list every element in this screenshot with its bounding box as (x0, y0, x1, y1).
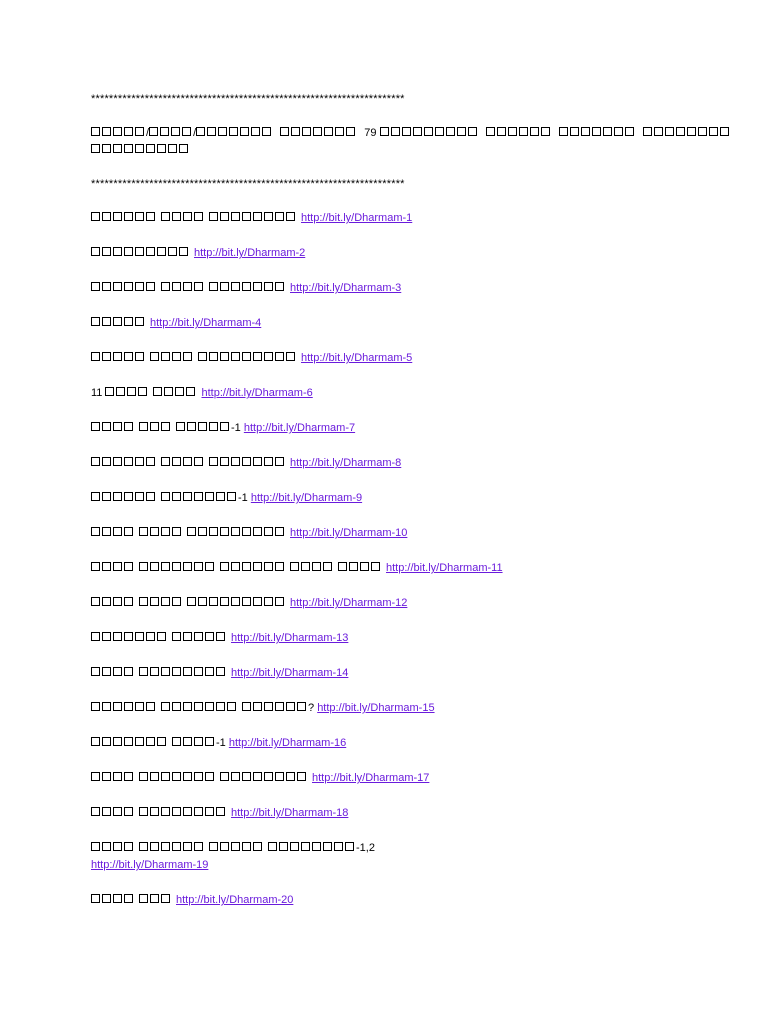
missing-glyph-word (290, 560, 334, 577)
missing-glyph-word (91, 892, 135, 909)
missing-glyph-word (559, 125, 636, 142)
missing-glyph-word (172, 630, 227, 647)
missing-glyph-word (91, 245, 190, 262)
missing-glyph-word (139, 665, 227, 682)
missing-glyph-word (220, 770, 308, 787)
missing-glyph-word (643, 125, 731, 142)
missing-glyph-word (187, 595, 286, 612)
missing-glyph-word (91, 350, 146, 367)
missing-glyph-word (209, 210, 297, 227)
dharmam-link[interactable]: http://bit.ly/Dharmam-16 (228, 737, 347, 749)
missing-glyph-word (139, 892, 172, 909)
missing-glyph-word (161, 490, 238, 507)
dharmam-link[interactable]: http://bit.ly/Dharmam-19 (91, 859, 209, 871)
missing-glyph-word (91, 770, 135, 787)
document-content (91, 91, 691, 927)
list-item (91, 595, 691, 612)
list-item (91, 805, 691, 822)
missing-glyph-word (161, 210, 205, 227)
missing-glyph-word (91, 630, 168, 647)
missing-glyph-word (198, 350, 297, 367)
missing-glyph-word (91, 525, 135, 542)
dharmam-link[interactable]: http://bit.ly/Dharmam-9 (250, 492, 363, 504)
item-suffix: -1 (231, 422, 241, 434)
missing-glyph-word (161, 700, 238, 717)
missing-glyph-word (139, 770, 216, 787)
list-item (91, 665, 691, 682)
list-item (91, 315, 691, 332)
list-item (91, 560, 691, 577)
missing-glyph-word (338, 560, 382, 577)
dharmam-link[interactable]: http://bit.ly/Dharmam-10 (290, 527, 408, 539)
list-item (91, 840, 691, 874)
missing-glyph-word (161, 455, 205, 472)
missing-glyph-word (380, 125, 479, 142)
dharmam-link[interactable]: http://bit.ly/Dharmam-13 (231, 632, 349, 644)
missing-glyph-word: / / (91, 125, 273, 142)
list-item (91, 420, 691, 437)
missing-glyph-word (91, 210, 157, 227)
item-suffix: -1 (216, 737, 226, 749)
dharmam-link[interactable]: http://bit.ly/Dharmam-4 (150, 317, 262, 329)
dharmam-link[interactable]: http://bit.ly/Dharmam-6 (201, 387, 313, 399)
missing-glyph-word (176, 420, 231, 437)
missing-glyph-word (161, 280, 205, 297)
missing-glyph-word (268, 840, 356, 857)
missing-glyph-word (139, 595, 183, 612)
dharmam-link[interactable]: http://bit.ly/Dharmam-8 (290, 457, 402, 469)
missing-glyph-word (139, 420, 172, 437)
missing-glyph-word (91, 840, 135, 857)
missing-glyph-word (209, 280, 286, 297)
missing-glyph-word (91, 455, 157, 472)
divider-stars-bottom: ********************************************************************** (91, 178, 405, 190)
list-item (91, 280, 691, 297)
dharmam-link[interactable]: http://bit.ly/Dharmam-3 (290, 282, 402, 294)
link-list (91, 210, 691, 909)
dharmam-link[interactable]: http://bit.ly/Dharmam-5 (301, 352, 413, 364)
missing-glyph-word (280, 125, 357, 142)
list-item (91, 385, 691, 402)
missing-glyph-word (139, 525, 183, 542)
list-item (91, 245, 691, 262)
missing-glyph-word (91, 142, 190, 159)
missing-glyph-word (209, 840, 264, 857)
list-item (91, 525, 691, 542)
item-suffix: -1,2 (356, 842, 375, 854)
missing-glyph-word (187, 525, 286, 542)
missing-glyph-word (91, 735, 168, 752)
missing-glyph-word (91, 700, 157, 717)
list-item (91, 210, 691, 227)
divider-stars-top: ********************************************************************** (91, 93, 405, 105)
dharmam-link[interactable]: http://bit.ly/Dharmam-18 (231, 807, 349, 819)
list-item (91, 770, 691, 787)
list-item (91, 700, 691, 717)
intro-line-2 (91, 142, 691, 159)
list-item (91, 630, 691, 647)
item-suffix: -1 (238, 492, 248, 504)
list-item (91, 455, 691, 472)
missing-glyph-word (153, 385, 197, 402)
dharmam-link[interactable]: http://bit.ly/Dharmam-20 (176, 894, 294, 906)
dharmam-link[interactable]: http://bit.ly/Dharmam-11 (386, 562, 503, 574)
missing-glyph-word (139, 805, 227, 822)
missing-glyph-word (91, 280, 157, 297)
dharmam-link[interactable]: http://bit.ly/Dharmam-12 (290, 597, 408, 609)
missing-glyph-word (91, 560, 135, 577)
missing-glyph-word (91, 490, 157, 507)
list-item (91, 350, 691, 367)
missing-glyph-word (242, 700, 308, 717)
list-item (91, 490, 691, 507)
missing-glyph-word (209, 455, 286, 472)
dharmam-link[interactable]: http://bit.ly/Dharmam-7 (243, 422, 356, 434)
missing-glyph-word (139, 840, 205, 857)
dharmam-link[interactable]: http://bit.ly/Dharmam-15 (317, 702, 435, 714)
missing-glyph-word (91, 420, 135, 437)
missing-glyph-word (91, 805, 135, 822)
item-suffix: ? (308, 702, 315, 714)
dharmam-link[interactable]: http://bit.ly/Dharmam-2 (194, 247, 306, 259)
missing-glyph-word (91, 315, 146, 332)
missing-glyph-word (486, 125, 552, 142)
list-item (91, 892, 691, 909)
item-prefix: 11 (91, 387, 103, 399)
dharmam-link[interactable]: http://bit.ly/Dharmam-1 (301, 212, 413, 224)
missing-glyph-word (220, 560, 286, 577)
intro-line-1 (91, 125, 691, 142)
dharmam-link[interactable]: http://bit.ly/Dharmam-14 (231, 667, 349, 679)
missing-glyph-word (139, 560, 216, 577)
missing-glyph-word (91, 595, 135, 612)
missing-glyph-word (105, 385, 149, 402)
intro-number: 79 (364, 127, 377, 139)
list-item (91, 735, 691, 752)
missing-glyph-word (172, 735, 216, 752)
missing-glyph-word (91, 665, 135, 682)
dharmam-link[interactable]: http://bit.ly/Dharmam-17 (312, 772, 430, 784)
missing-glyph-word (150, 350, 194, 367)
